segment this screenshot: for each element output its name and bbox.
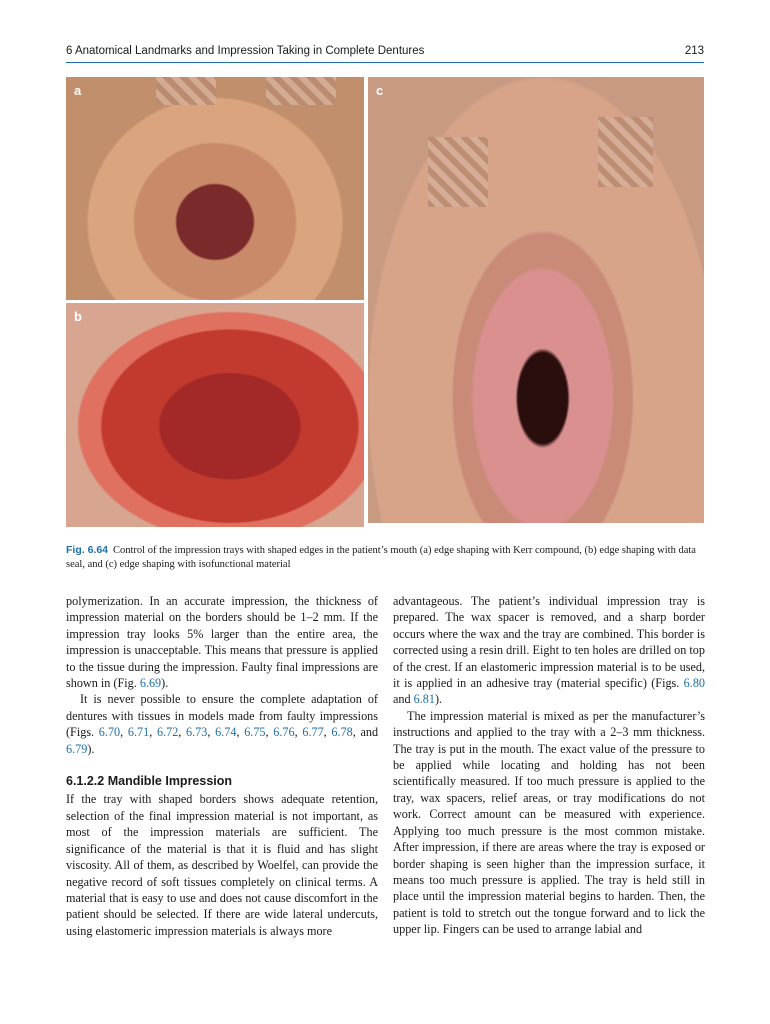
figure-label: Fig. 6.64 (66, 544, 109, 556)
running-header (66, 44, 704, 63)
figure-ref-link[interactable]: 6.72 (156, 725, 179, 740)
figure-ref-link[interactable]: 6.78 (331, 725, 353, 740)
figure-ref-link[interactable]: 6.80 (683, 676, 705, 691)
paragraph: If the tray with shaped borders shows adequate retention, selection of the final impression material is not important, as most of the impression materials are sufficient. The significance of the material is that it is fluid and has slight viscosity. All of them, as described by Woelfel, can provide the negative record of soft tissues completely on clinical terms. A material that is easy to use and does not cause discomfort in the patient should be selected. If there are wide lateral undercuts, using elastomeric impression materials is always more (66, 792, 378, 938)
page-number: 213 (684, 45, 704, 57)
section-heading: 6.1.2.2 Mandible Impression (66, 774, 233, 789)
figure-ref-link[interactable]: 6.69 (139, 676, 162, 691)
figure-ref-link[interactable]: 6.70 (98, 725, 121, 740)
figure-ref-link[interactable]: 6.77 (302, 725, 324, 740)
figure-ref-link[interactable]: 6.73 (186, 725, 208, 740)
figure-ref-link[interactable]: 6.71 (127, 725, 150, 740)
caption-text: Control of the impression trays with shaped edges in the patient’s mouth (a) edge shaping with Kerr compound, (b) edge shaping with data seal, and (c) edge shaping with isofunctional material (66, 545, 696, 570)
chapter-title: 6 Anatomical Landmarks and Impression Taking in Complete Dentures (66, 45, 425, 57)
figure-caption (66, 543, 704, 572)
panel-label-c: c (376, 83, 384, 98)
paragraph: polymerization. In an accurate impression, the thickness of impression material on the borders should be 1–2 mm. If the impression tray looks 5% larger than the entire area, the impression is unacceptable. This means that pressure is applied to the tissue during the impression. Faulty final impressions are shown in (Fig. 6.69). (66, 594, 378, 691)
right-column (393, 593, 705, 938)
figure-photo-a (66, 77, 364, 300)
paragraph: advantageous. The patient’s individual impression tray is prepared. The wax spacer is removed, and a sharp border occurs where the wax and the tray are combined. This border is corrected using a resin drill. Eight to ten holes are drilled on top of the crest. If an elastomeric impression material is to be used, it is applied in an adhesive tray (material specific) (Figs. 6.80 and 6.81). (393, 594, 705, 707)
panel-label-b: b (74, 309, 82, 324)
figure-ref-link[interactable]: 6.76 (273, 725, 295, 740)
paragraph: It is never possible to ensure the complete adaptation of dentures with tissues in models made from faulty impressions (Figs. 6.70, 6.71, 6.72, 6.73, 6.74, 6.75, 6.76, 6.77, 6.78, and 6.79). (66, 692, 379, 756)
figure-ref-link[interactable]: 6.75 (244, 725, 266, 740)
figure-photo-b (66, 303, 364, 527)
figure-ref-link[interactable]: 6.81 (413, 692, 435, 707)
figure-ref-link[interactable]: 6.79 (66, 741, 88, 756)
left-column (66, 593, 378, 939)
figure-ref-link[interactable]: 6.74 (215, 725, 237, 740)
paragraph: The impression material is mixed as per the manufacturer’s instructions and applied to the tray with a 2–3 mm thickness. The tray is put in the mouth. The exact value of the pressure to be applied while locating and holding has not been scientifically measured. If too much pressure is applied to the tray, wax spacers, relief areas, or tray modifications do not work. Correct amount can be measured with experience. Applying too much pressure is the most common mistake. After impression, if there are areas where the tray is exposed or border shaping is seen higher than the impression surface, it means too much pressure is applied. The tray is held still in place until the impression material begins to harden. Then, the patient is told to stretch out the tongue forward and to lick the upper lip. Fingers can be used to arrange labial and (393, 708, 705, 937)
figure-photo-c (368, 77, 704, 523)
panel-label-a: a (74, 83, 82, 98)
